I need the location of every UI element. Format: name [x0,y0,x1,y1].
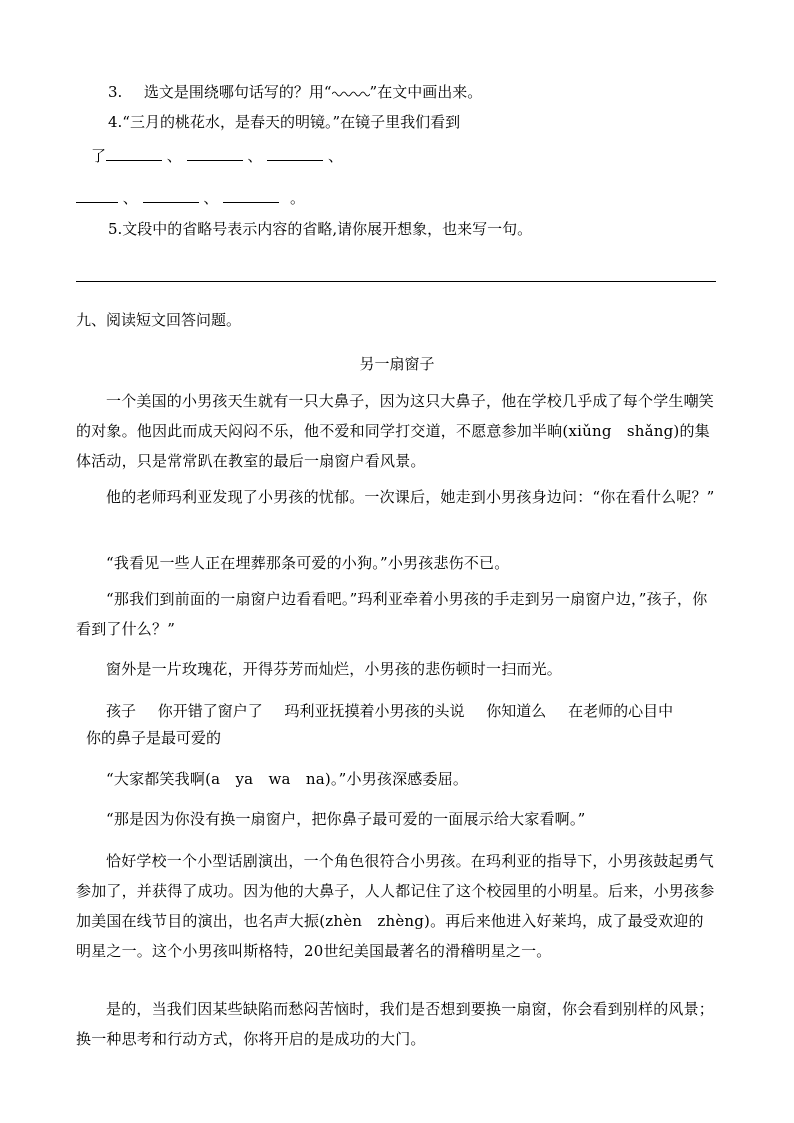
question-3 [108,82,482,102]
answer-blank[interactable] [143,188,199,203]
paragraph-3: “我看见一些人正在埋葬那条可爱的小狗。”小男孩悲伤不已。 [106,554,510,572]
answer-line[interactable] [76,281,716,282]
question-3-number: 3. [108,83,123,101]
paragraph-2: 他的老师玛利亚发现了小男孩的忧郁。一次课后，她走到小男孩身边问：“你在看什么呢？” [106,488,715,506]
paragraph-6-line1: 孩子 你开错了窗户了 玛利亚抚摸着小男孩的头说 你知道么 在老师的心目中 [106,702,674,720]
paragraph-9: 恰好学校一个小型话剧演出，一个角色很符合小男孩。在玛利亚的指导下，小男孩鼓起勇气参加了，并获得了成功。因为他的大鼻子，人人都记住了这个校园里的小明星。后来，小男孩参加美国在线节目的演出，也名声大振(zhèn zhèng)。再后来他进入好莱坞，成了最受欢迎的明星之一。这个小男孩叫斯格特，20世纪美国最著名的滑稽明星之一。 [76,852,715,960]
answer-blank[interactable] [223,188,279,203]
section-heading: 九、阅读短文回答问题。 [76,311,242,329]
separator: 、 [247,147,263,165]
question-4-blanks-row1 [91,146,343,166]
question-4-prefix: 了 [91,147,107,165]
period: 。 [289,189,305,207]
separator: 、 [203,189,219,207]
answer-blank[interactable] [106,146,162,161]
answer-blank[interactable] [76,188,118,203]
question-3-text-before: 选文是围绕哪句话写的？用“ [143,83,332,101]
separator: 、 [166,147,182,165]
paragraph-5: 窗外是一片玫瑰花，开得芬芳而灿烂，小男孩的悲伤顿时一扫而光。 [106,660,563,678]
paragraph-1: 一个美国的小男孩天生就有一只大鼻子，因为这只大鼻子，他在学校几乎成了每个学生嘲笑的对象。他因此而成天闷闷不乐，他不爱和同学打交道，不愿意参加半晌(xiǔng shǎng)的集体活动，只是常常趴在教室的最后一扇窗户看风景。 [76,392,715,470]
question-4-line1: 4.“三月的桃花水，是春天的明镜。”在镜子里我们看到 [108,113,461,131]
wavy-underline-icon [332,89,370,97]
question-3-text-after: ”在文中画出来。 [369,83,483,101]
paragraph-7: “大家都笑我啊(a ya wa na)。”小男孩深感委屈。 [106,770,469,788]
paragraph-6-line2: 你的鼻子是最可爱的 [86,729,222,747]
question-5: 5.文段中的省略号表示内容的省略,请你展开想象，也来写一句。 [108,220,533,238]
separator: 、 [122,189,138,207]
answer-blank[interactable] [187,146,243,161]
separator: 、 [327,147,343,165]
paragraph-10: 是的，当我们因某些缺陷而愁闷苦恼时，我们是否想到要换一扇窗，你会看到别样的风景；换一种思考和行动方式，你将开启的是成功的大门。 [76,1000,715,1048]
question-4-blanks-row2 [76,188,305,208]
paragraph-8: “那是因为你没有换一扇窗户，把你鼻子最可爱的一面展示给大家看啊。” [106,810,586,828]
paragraph-4: “那我们到前面的一扇窗户边看看吧。”玛利亚牵着小男孩的手走到另一扇窗户边，”孩子，你看到了什么？” [76,590,708,638]
answer-blank[interactable] [267,146,323,161]
article-title: 另一扇窗子 [359,355,435,373]
